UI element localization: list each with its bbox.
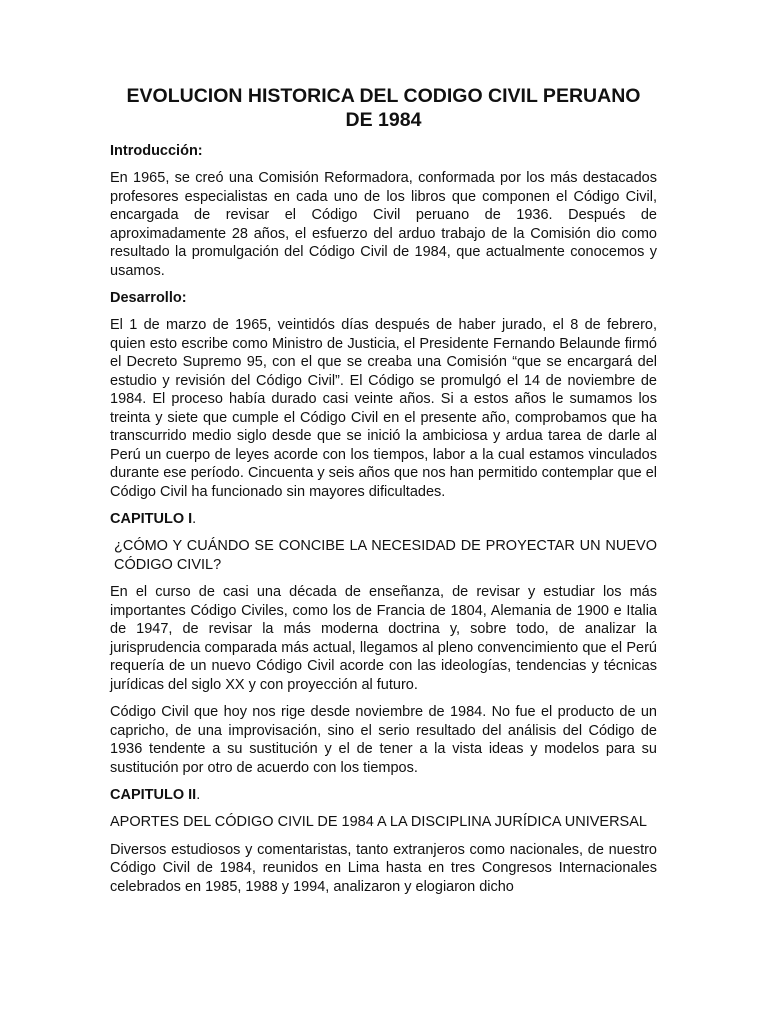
development-paragraph: El 1 de marzo de 1965, veintidós días después de haber jurado, el 8 de febrero, quien esto escribe como Ministro de Justicia, el Presidente Fernando Belaunde firmó el Decreto Supremo 95, con el que se creaba una Comisión “que se encargará del estudio y revisión del Código Civil”. El Código se promulgó el 14 de noviembre de 1984. El proceso había durado casi veinte años. Si a estos años le sumamos los treinta y siete que cumple el Código Civil en el presente año, comprobamos que ha transcurrido medio siglo desde que se inició la ambiciosa y ardua tarea de darle al Perú un cuerpo de leyes acorde con los tiempos, labor a la cual estamos vinculados durante ese período. Cincuenta y seis años que nos han permitido contemplar que el Código Civil ha funcionado sin mayores dificultades. <box>110 317 657 500</box>
title-line-1: EVOLUCION HISTORICA DEL CODIGO CIVIL PERUANO <box>126 85 641 107</box>
intro-heading: Introducción: <box>110 143 203 159</box>
chapter-1-heading <box>110 510 657 528</box>
chapter-1-label: CAPITULO I <box>110 511 193 527</box>
chapter-1-paragraph-2: Código Civil que hoy nos rige desde noviembre de 1984. No fue el producto de un capricho, de una improvisación, sino el serio resultado del análisis del Código de 1936 tendente a su sustitución y el de tener a la vista ideas y modelos para su sustitución por otro de acuerdo con los tiempos. <box>110 704 657 776</box>
chapter-2-label: CAPITULO II <box>110 787 197 803</box>
chapter-1-paragraph-1: En el curso de casi una década de enseñanza, de revisar y estudiar los más importantes Código Civiles, como los de Francia de 1804, Alemania de 1900 e Italia de 1947, de revisar la más moderna doctrina y, sobre todo, de analizar la jurisprudencia comparada más actual, llegamos al pleno convencimiento que el Perú requería de un nuevo Código Civil acorde con las ideologías, tendencias y técnicas jurídicas del siglo XX y con proyección al futuro. <box>110 584 657 693</box>
chapter-2-heading <box>110 786 657 804</box>
document-page <box>110 84 657 905</box>
intro-paragraph: En 1965, se creó una Comisión Reformadora, conformada por los más destacados profesores especialistas en cada uno de los libros que componen el Código Civil, encargada de revisar el Código Civil peruano de 1936. Después de aproximadamente 28 años, el esfuerzo del arduo trabajo de la Comisión dio como resultado la promulgación del Código Civil de 1984, que actualmente conocemos y usamos. <box>110 170 657 279</box>
chapter-2-subtitle: APORTES DEL CÓDIGO CIVIL DE 1984 A LA DISCIPLINA JURÍDICA UNIVERSAL <box>110 814 647 830</box>
chapter-1-dot: . <box>192 511 197 527</box>
chapter-1-question: ¿CÓMO Y CUÁNDO SE CONCIBE LA NECESIDAD DE PROYECTAR UN NUEVO CÓDIGO CIVIL? <box>114 538 657 573</box>
chapter-2-dot: . <box>196 787 201 803</box>
document-title <box>110 84 657 132</box>
development-heading: Desarrollo: <box>110 290 187 306</box>
chapter-2-paragraph: Diversos estudiosos y comentaristas, tanto extranjeros como nacionales, de nuestro Código Civil de 1984, reunidos en Lima hasta en tres Congresos Internacionales celebrados en 1985, 1988 y 1994, analizaron y elogiaron dicho <box>110 841 657 895</box>
title-line-2: DE 1984 <box>345 109 422 131</box>
